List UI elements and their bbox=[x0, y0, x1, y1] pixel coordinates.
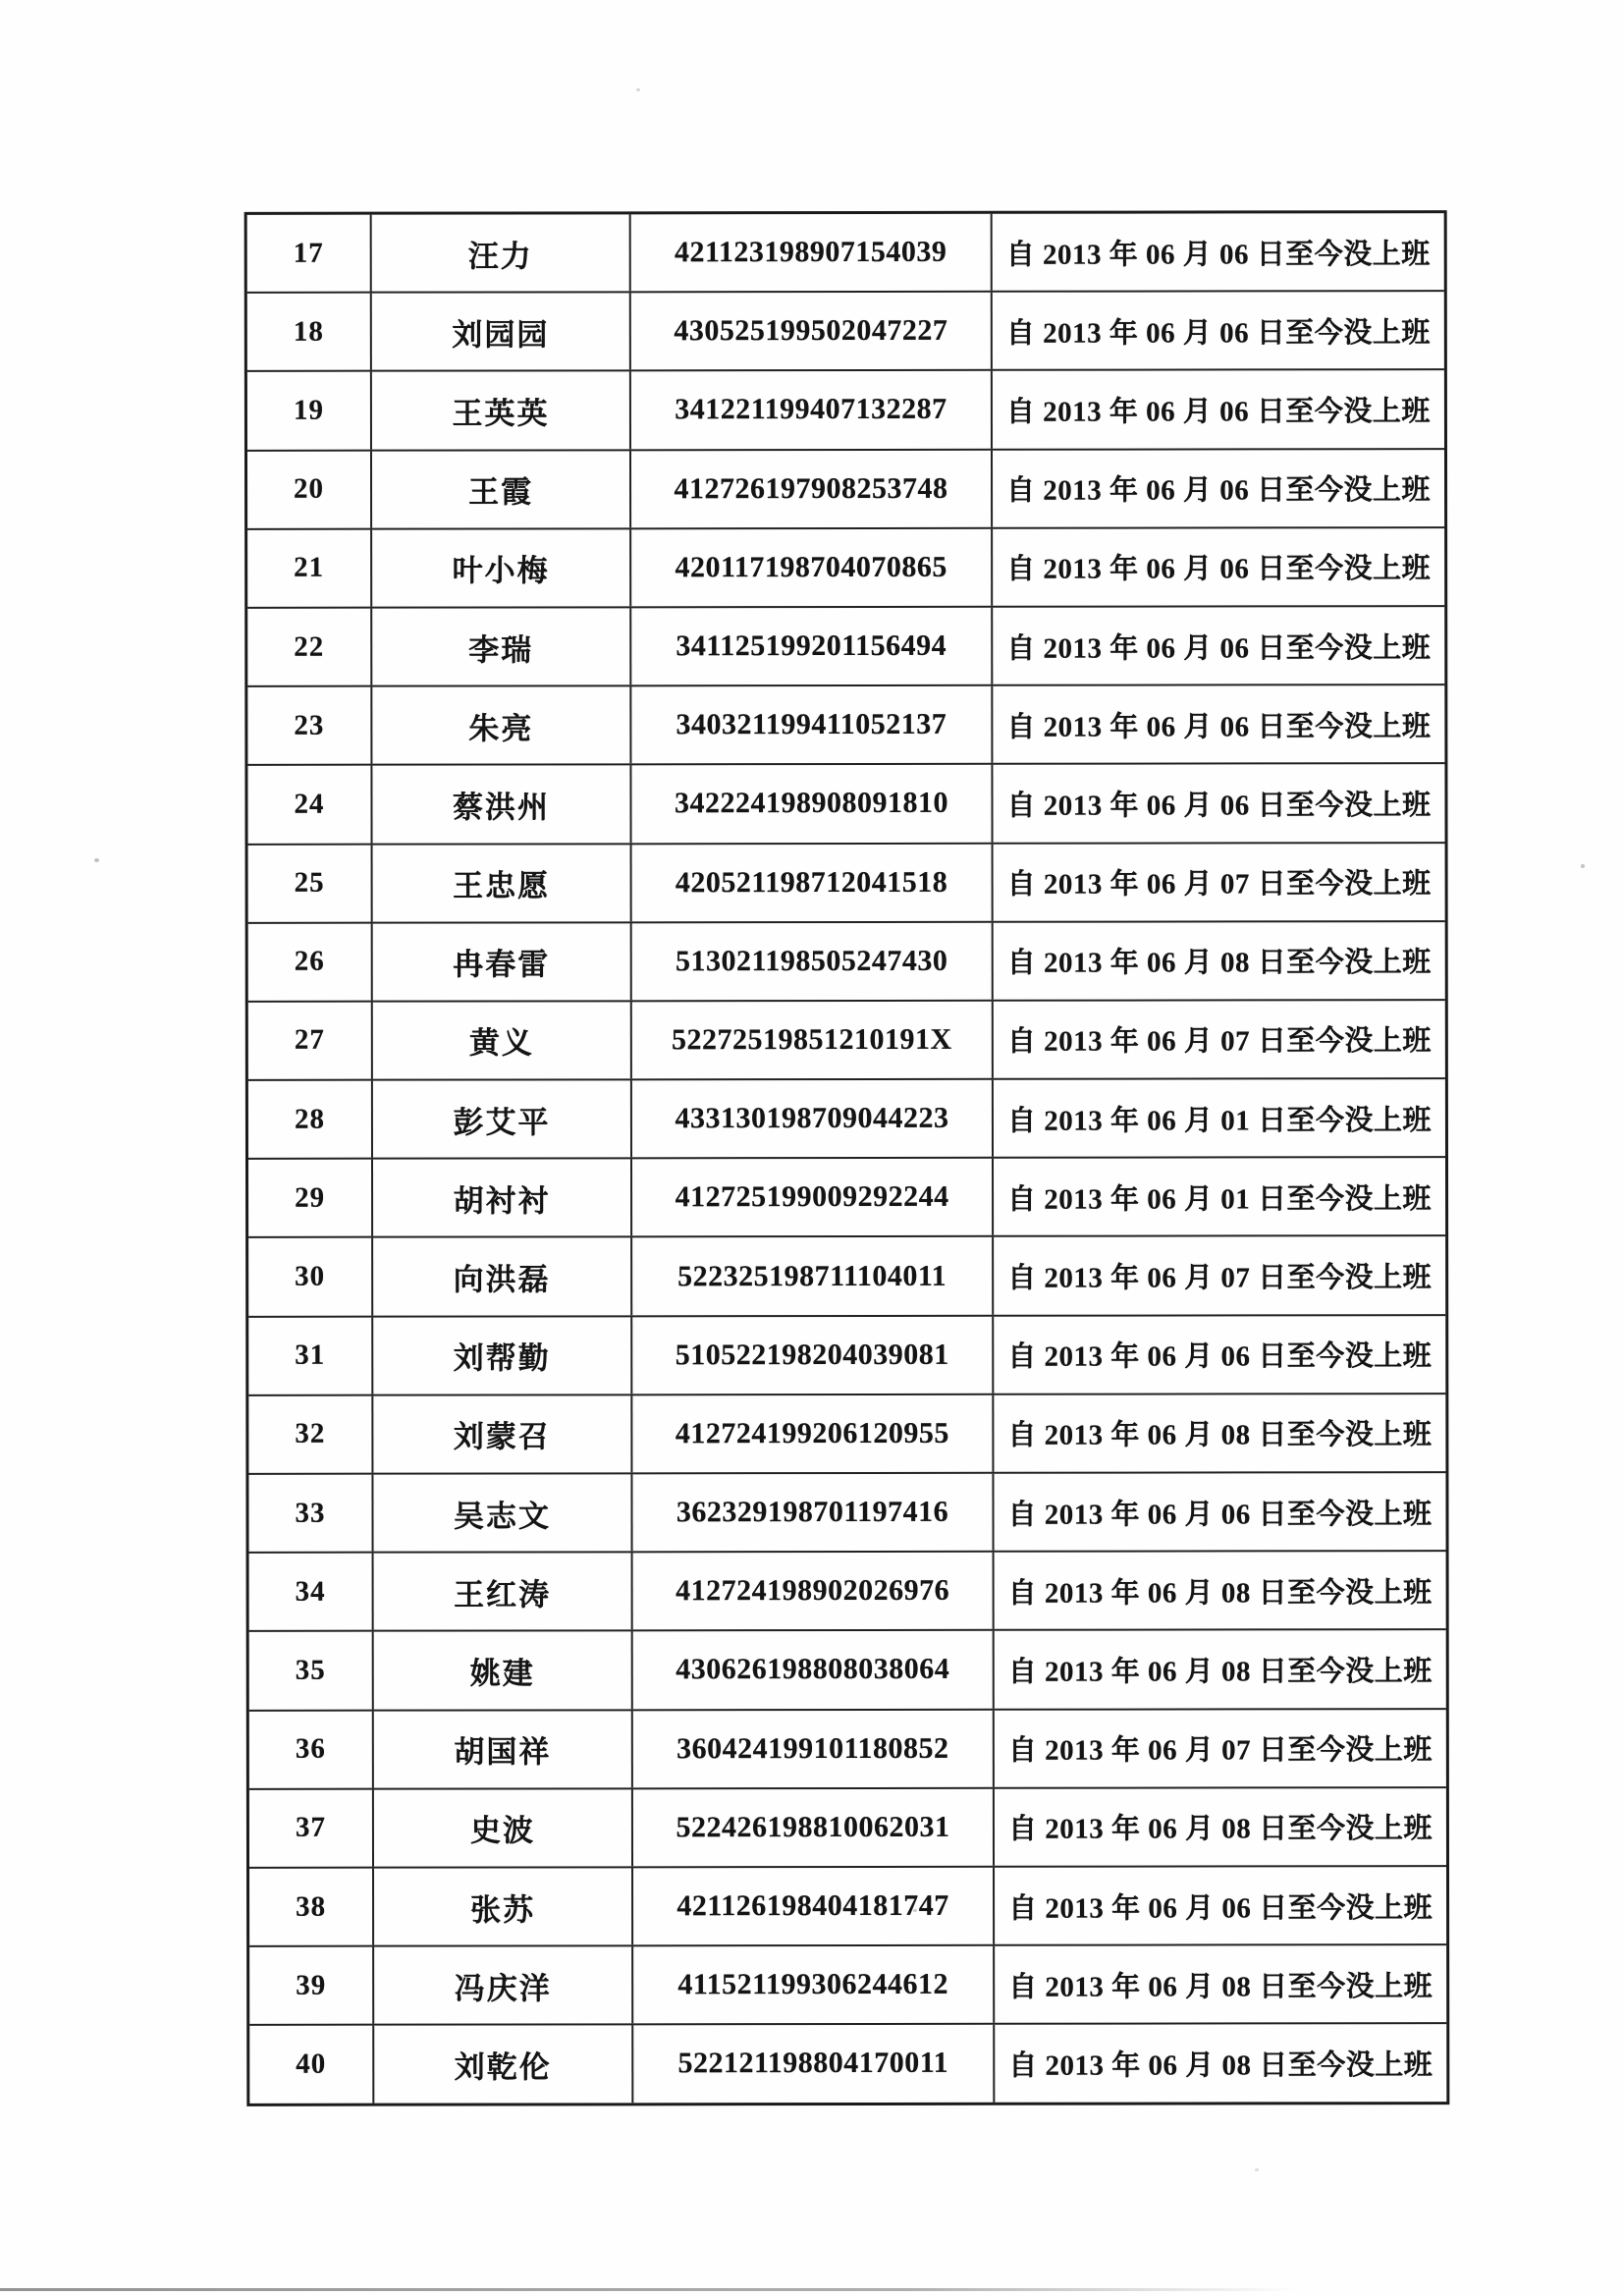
scan-speck bbox=[1255, 2168, 1259, 2171]
name-cell: 向洪磊 bbox=[371, 1238, 630, 1316]
row-number-cell: 19 bbox=[293, 394, 324, 426]
id-number-cell: 510522198204039081 bbox=[630, 1316, 992, 1394]
status-cell: 自 2013 年 06 月 08 日至今没上班 bbox=[993, 1788, 1446, 1866]
id-number-cell: 513021198505247430 bbox=[630, 922, 992, 1000]
table-row bbox=[248, 1156, 1445, 1236]
name-cell: 李瑞 bbox=[370, 608, 629, 685]
table-row bbox=[249, 1943, 1446, 2024]
status-cell: 自 2013 年 06 月 06 日至今没上班 bbox=[991, 292, 1444, 369]
row-number-cell: 31 bbox=[295, 1339, 326, 1372]
id-number-cell: 342224198908091810 bbox=[629, 765, 991, 843]
id-number-cell: 362329198701197416 bbox=[630, 1474, 992, 1552]
name-cell: 王忠愿 bbox=[371, 845, 630, 922]
row-number-cell: 36 bbox=[295, 1732, 326, 1765]
row-number-cell: 34 bbox=[295, 1575, 326, 1608]
row-number-cell: 22 bbox=[294, 630, 325, 663]
name-cell: 叶小梅 bbox=[370, 529, 629, 607]
status-cell: 自 2013 年 06 月 06 日至今没上班 bbox=[991, 764, 1444, 842]
status-cell: 自 2013 年 06 月 06 日至今没上班 bbox=[991, 371, 1444, 449]
status-cell: 自 2013 年 06 月 08 日至今没上班 bbox=[993, 2024, 1446, 2102]
id-number-cell: 433130198709044223 bbox=[630, 1080, 992, 1158]
scan-speck bbox=[636, 88, 640, 91]
name-cell: 汪力 bbox=[370, 214, 629, 292]
status-cell: 自 2013 年 06 月 08 日至今没上班 bbox=[992, 1394, 1445, 1472]
table-row bbox=[247, 683, 1444, 764]
id-number-cell: 341125199201156494 bbox=[629, 608, 991, 685]
id-number-cell: 522426198810062031 bbox=[631, 1789, 993, 1867]
name-cell: 刘乾伦 bbox=[372, 2026, 631, 2104]
name-cell: 王英英 bbox=[370, 372, 629, 450]
table-row bbox=[248, 1235, 1445, 1316]
status-cell: 自 2013 年 06 月 06 日至今没上班 bbox=[992, 1473, 1445, 1551]
status-cell: 自 2013 年 06 月 08 日至今没上班 bbox=[993, 1631, 1446, 1709]
row-number-cell: 27 bbox=[294, 1024, 325, 1057]
id-number-cell: 411521199306244612 bbox=[631, 1946, 993, 2024]
row-number-cell: 32 bbox=[295, 1418, 326, 1450]
row-number-cell: 17 bbox=[293, 237, 324, 269]
name-cell: 冉春雷 bbox=[371, 923, 630, 1001]
status-cell: 自 2013 年 06 月 08 日至今没上班 bbox=[993, 1552, 1446, 1629]
table-row bbox=[247, 605, 1444, 685]
id-number-cell: 412726197908253748 bbox=[629, 450, 991, 527]
table-row bbox=[248, 1393, 1445, 1473]
row-number-cell: 35 bbox=[295, 1654, 326, 1686]
id-number-cell: 340321199411052137 bbox=[629, 686, 991, 764]
row-number-cell: 26 bbox=[294, 946, 325, 978]
status-cell: 自 2013 年 06 月 01 日至今没上班 bbox=[992, 1158, 1445, 1235]
table-row bbox=[248, 920, 1445, 1001]
table-row bbox=[249, 1550, 1446, 1630]
row-number-cell: 39 bbox=[296, 1969, 327, 2001]
row-number-cell: 21 bbox=[294, 552, 325, 584]
status-cell: 自 2013 年 06 月 06 日至今没上班 bbox=[992, 1316, 1445, 1394]
status-cell: 自 2013 年 06 月 06 日至今没上班 bbox=[991, 528, 1444, 606]
table-row bbox=[249, 1786, 1446, 1867]
status-cell: 自 2013 年 06 月 07 日至今没上班 bbox=[993, 1710, 1446, 1787]
scan-speck bbox=[913, 1909, 917, 1912]
scan-speck bbox=[1581, 864, 1585, 868]
table-row bbox=[247, 213, 1444, 292]
name-cell: 王红涛 bbox=[372, 1553, 631, 1630]
id-number-cell: 412724198902026976 bbox=[631, 1553, 993, 1630]
table-row bbox=[248, 1314, 1445, 1394]
name-cell: 吴志文 bbox=[371, 1474, 630, 1552]
name-cell: 刘园园 bbox=[370, 293, 629, 370]
status-cell: 自 2013 年 06 月 06 日至今没上班 bbox=[991, 685, 1444, 763]
row-number-cell: 29 bbox=[295, 1181, 326, 1214]
status-cell: 自 2013 年 06 月 06 日至今没上班 bbox=[993, 1867, 1446, 1944]
id-number-cell: 421126198404181747 bbox=[631, 1868, 993, 1945]
id-number-cell: 421123198907154039 bbox=[629, 214, 991, 292]
scan-edge-artifact bbox=[0, 2288, 1296, 2291]
name-cell: 张苏 bbox=[372, 1868, 631, 1945]
row-number-cell: 23 bbox=[294, 709, 325, 741]
scan-speck bbox=[94, 858, 99, 862]
row-number-cell: 18 bbox=[293, 315, 324, 348]
id-number-cell: 522325198711104011 bbox=[630, 1237, 992, 1315]
table-row bbox=[249, 1865, 1446, 1945]
row-number-cell: 38 bbox=[296, 1890, 327, 1923]
name-cell: 姚建 bbox=[372, 1632, 631, 1710]
name-cell: 蔡洪州 bbox=[370, 766, 629, 844]
row-number-cell: 40 bbox=[296, 2048, 327, 2080]
id-number-cell: 341221199407132287 bbox=[629, 371, 991, 449]
name-cell: 冯庆洋 bbox=[372, 1946, 631, 2024]
name-cell: 刘帮勤 bbox=[371, 1317, 630, 1394]
attendance-table-body bbox=[247, 213, 1447, 2103]
table-row bbox=[248, 842, 1445, 922]
table-row bbox=[249, 1629, 1446, 1710]
id-number-cell: 52272519851210191X bbox=[630, 1002, 992, 1079]
row-number-cell: 30 bbox=[295, 1260, 326, 1292]
status-cell: 自 2013 年 06 月 07 日至今没上班 bbox=[992, 1237, 1445, 1315]
table-row bbox=[248, 999, 1445, 1079]
name-cell: 史波 bbox=[372, 1789, 631, 1867]
status-cell: 自 2013 年 06 月 06 日至今没上班 bbox=[991, 213, 1444, 291]
id-number-cell: 430525199502047227 bbox=[629, 293, 991, 370]
id-number-cell: 412724199206120955 bbox=[630, 1395, 992, 1473]
id-number-cell: 360424199101180852 bbox=[631, 1710, 993, 1787]
table-row bbox=[247, 526, 1444, 607]
table-row bbox=[247, 290, 1444, 370]
status-cell: 自 2013 年 06 月 08 日至今没上班 bbox=[992, 922, 1445, 1000]
row-number-cell: 24 bbox=[294, 788, 325, 820]
status-cell: 自 2013 年 06 月 08 日至今没上班 bbox=[993, 1945, 1446, 2023]
id-number-cell: 522121198804170011 bbox=[631, 2025, 993, 2103]
name-cell: 王霞 bbox=[370, 451, 629, 528]
name-cell: 胡国祥 bbox=[372, 1711, 631, 1788]
row-number-cell: 33 bbox=[295, 1497, 326, 1529]
table-row bbox=[248, 1077, 1445, 1158]
name-cell: 彭艾平 bbox=[371, 1080, 630, 1158]
status-cell: 自 2013 年 06 月 06 日至今没上班 bbox=[991, 607, 1444, 684]
id-number-cell: 420117198704070865 bbox=[629, 529, 991, 607]
status-cell: 自 2013 年 06 月 06 日至今没上班 bbox=[991, 450, 1444, 527]
row-number-cell: 37 bbox=[295, 1812, 326, 1844]
table-row bbox=[247, 448, 1444, 528]
table-row bbox=[248, 1471, 1445, 1552]
status-cell: 自 2013 年 06 月 07 日至今没上班 bbox=[992, 844, 1445, 921]
row-number-cell: 25 bbox=[294, 866, 325, 899]
row-number-cell: 20 bbox=[294, 472, 325, 505]
attendance-table bbox=[244, 210, 1450, 2105]
name-cell: 胡衬衬 bbox=[371, 1160, 630, 1237]
name-cell: 刘蒙召 bbox=[371, 1395, 630, 1473]
table-row bbox=[247, 369, 1444, 450]
name-cell: 黄义 bbox=[371, 1002, 630, 1079]
table-row bbox=[247, 762, 1444, 843]
name-cell: 朱亮 bbox=[370, 686, 629, 764]
status-cell: 自 2013 年 06 月 01 日至今没上班 bbox=[992, 1079, 1445, 1157]
row-number-cell: 28 bbox=[294, 1103, 325, 1135]
id-number-cell: 430626198808038064 bbox=[631, 1631, 993, 1709]
id-number-cell: 420521198712041518 bbox=[630, 844, 992, 921]
table-row bbox=[249, 2022, 1446, 2103]
table-row bbox=[249, 1708, 1446, 1788]
status-cell: 自 2013 年 06 月 07 日至今没上班 bbox=[992, 1001, 1445, 1078]
id-number-cell: 412725199009292244 bbox=[630, 1159, 992, 1236]
